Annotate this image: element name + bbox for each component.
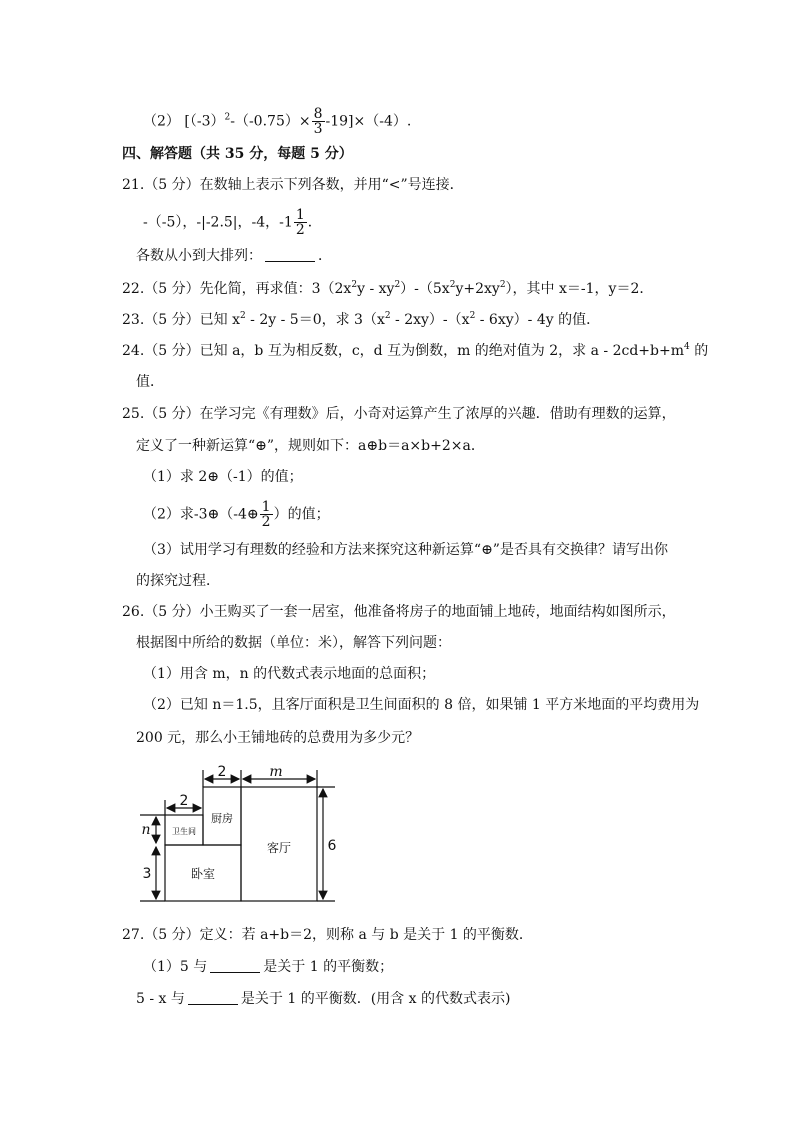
q25-part3-line1: （3）试用学习有理数的经验和方法来探究这种新运算“⊕”是否具有交换律？请写出你 [143, 542, 668, 558]
dim-label-2-left: 2 [179, 793, 189, 809]
dim-label-3: 3 [142, 866, 152, 882]
q27-part1: （1）5 与 是关于 1 的平衡数； [143, 959, 394, 975]
room-kitchen-label: 厨房 [211, 812, 233, 825]
q27-part2: 5 - x 与 是关于 1 的平衡数．(用含 x 的代数式表示) [136, 991, 511, 1007]
q26-part2-line2: 200 元，那么小王铺地砖的总费用为多少元？ [136, 730, 420, 746]
q25-line2: 定义了一种新运算“⊕”，规则如下：a⊕b＝a×b+2×a． [136, 438, 485, 454]
q26-line1: 26.（5 分）小王购买了一套一居室，他准备将房子的地面铺上地砖，地面结构如图所示， [122, 604, 676, 620]
q20-part2: （2） [$(-3)^2-(-0.75)\times$ $\frac{8}{3}$ -19]×（-4）. [143, 106, 412, 137]
q26-line2: 根据图中所给的数据（单位：米），解答下列问题： [136, 635, 451, 651]
answer-blank[interactable] [188, 990, 238, 1005]
answer-blank[interactable] [265, 247, 315, 262]
q24-line1: 24.（5 分）已知 a，b 互为相反数，c，d 互为倒数，m 的绝对值为 2，求 $a - 2cd+b+m^4$ 的 [122, 342, 709, 359]
room-bathroom-label: 卫生间 [172, 827, 196, 836]
q21-stem: 21.（5 分）在数轴上表示下列各数，并用“<”号连接． [122, 177, 464, 193]
q21-order: 各数从小到大排列： ． [136, 248, 332, 264]
q25-line1: 25.（5 分）在学习完《有理数》后，小奇对运算产生了浓厚的兴趣．借助有理数的运算， [122, 406, 676, 422]
answer-blank[interactable] [210, 958, 260, 973]
q26-part1: （1）用含 m，n 的代数式表示地面的总面积； [143, 666, 436, 682]
q25-part2: （2）求-3⊕（-4⊕ $\frac{1}{2}$ ）的值； [143, 499, 330, 530]
dim-label-2-top: 2 [217, 764, 227, 780]
section-heading: 四、解答题（共 35 分，每题 5 分） [122, 146, 353, 162]
fraction: $\frac{1}{2}$ [295, 207, 305, 238]
q26-part2-line1: （2）已知 n＝1.5，且客厅面积是卫生间面积的 8 倍，如果铺 1 平方米地面的平均费用为 [143, 697, 700, 713]
q25-part1: （1）求 2⊕（-1）的值； [143, 469, 303, 485]
dim-label-n: n [141, 822, 151, 838]
floor-plan-figure [0, 758, 794, 928]
fraction: $\frac{1}{2}$ [261, 499, 271, 530]
room-living-label: 客厅 [266, 841, 292, 855]
q23: 23.（5 分）已知 $x^2 - 2y - 5=0$，求 $3(x^2 - 2xy)-(x^2 - 6xy)-$ 4y 的值． [122, 311, 601, 328]
q24-line2: 值． [136, 374, 164, 390]
q21-numbers: -（-5），-|-2.5|，-4，-1 $\frac{1}{2}$ ． [143, 207, 322, 238]
dim-label-m: m [269, 764, 283, 780]
fraction: $\frac{8}{3}$ [313, 106, 323, 137]
q25-part3-line2: 的探究过程． [136, 573, 220, 589]
room-bedroom-label: 卧室 [190, 867, 216, 881]
q22: 22.（5 分）先化简，再求值：$3(2x^2y - xy^2)-(5x^2y+2xy^2)$，其中 x＝-1，y＝2． [122, 280, 654, 297]
q27-stem: 27.（5 分）定义：若 a+b＝2，则称 a 与 b 是关于 1 的平衡数． [122, 927, 533, 943]
dim-label-6: 6 [327, 838, 337, 854]
